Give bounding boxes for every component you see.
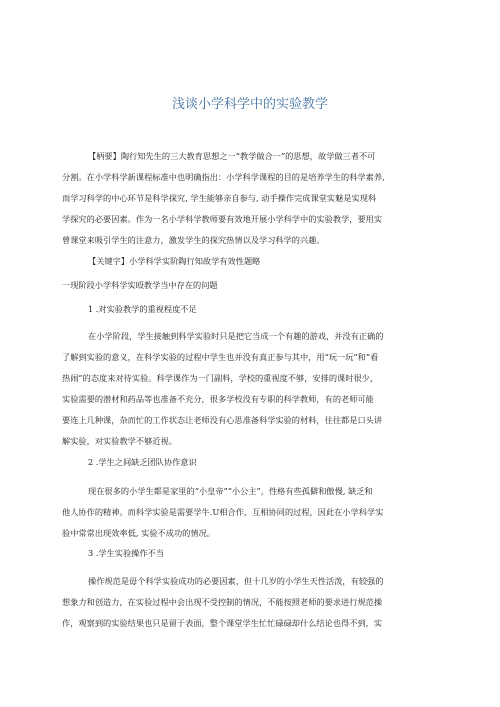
- paragraph-line: 验中常常出现效率低, 实验不成功的情况。: [62, 528, 215, 538]
- paragraph-line: 热闹”的态度来对待实验。科学课作为一门副科，学校的重视度不够，安排的课时很少，: [62, 373, 379, 383]
- document-title: 浅谈小学科学中的实验教学: [171, 97, 328, 112]
- abstract-line: 学探究的必要因素。作为一名小学科学教师要有效地开展小学科学中的实验教学，要用实: [62, 214, 383, 224]
- subsection-heading-1: 1 .对实验教学的重视程度不足: [88, 304, 197, 314]
- paragraph-line: 解实验，对实验教学不够近视。: [62, 436, 177, 446]
- abstract-line: 而学习科学的中心环节是科学探究, 学生能够亲自参与, 动手操作完成课堂实魅是实现科: [62, 193, 377, 203]
- abstract-line: 分割。在小学科学新课程标准中也明确指出：小学科学课程的目的是培养学生的科学素养,: [62, 172, 385, 182]
- paragraph-line: 想象力和创造力，在实验过程中会出现不受控制的情况，不能按照老师的要求进行规范操: [62, 597, 383, 607]
- keywords-line: 【关键字】小学科学实阶陶行知故学有效性题略: [88, 256, 261, 266]
- paragraph-line: 了解到实验的意义，在科学实验的过程中学生也并没有真正参与其中，用“玩一玩”和“看: [62, 352, 379, 362]
- paragraph-line: 作，观察到的实验结果也只是留于表面，整个课堂学生忙忙碌碌却什么结论也得不到，实: [62, 618, 383, 628]
- paragraph-line: 现在很多的小学生都是家里的“小皇帝”“小公主”，性格有些孤僻和傲慢, 缺乏和: [88, 486, 373, 496]
- abstract-line: 【柄要】陶行知先生的三大教育思想之一“教学做合一”的思想，故学做三者不可: [88, 151, 376, 161]
- subsection-heading-3: 3 .学生实验操作不当: [88, 548, 164, 558]
- paragraph-line: 在小学阶段，学生接触到科学实验时只是把它当成一个有趣的游戏，并没有正确的: [88, 331, 384, 341]
- paragraph-line: 操作规范是毋个科学实验成功的必要因素，但十几岁的小学生天性活泼，有较强的: [88, 576, 384, 586]
- paragraph-1: [62, 326, 446, 452]
- section-heading: 一现阶段小学科学实殴教学当中存在的问题: [62, 280, 218, 290]
- paragraph-line: 要连上几种课，杂而忙的工作状态让老师没有心思准备科学实验的材料，往往都是口头讲: [62, 415, 383, 425]
- abstract-line: 曾课堂来吸引学生的注意力，激发学生的探究热情以及学习科学的兴趣。: [62, 235, 325, 245]
- paragraph-line: 他人协作的精神。而科学实验是需要学牛.U相合作，互相协同的过程，因此在小学科学实: [62, 507, 384, 517]
- paragraph-line: 实验需要的潜材和药品等也准备不充分，很多学校没有专职的科学教师，有的老师可能: [62, 394, 374, 404]
- paragraph-2: [62, 481, 446, 544]
- paragraph-3: [62, 571, 446, 634]
- subsection-heading-2: 2 .学生之间缺乏团队协作意识: [88, 457, 197, 467]
- abstract: [62, 146, 446, 272]
